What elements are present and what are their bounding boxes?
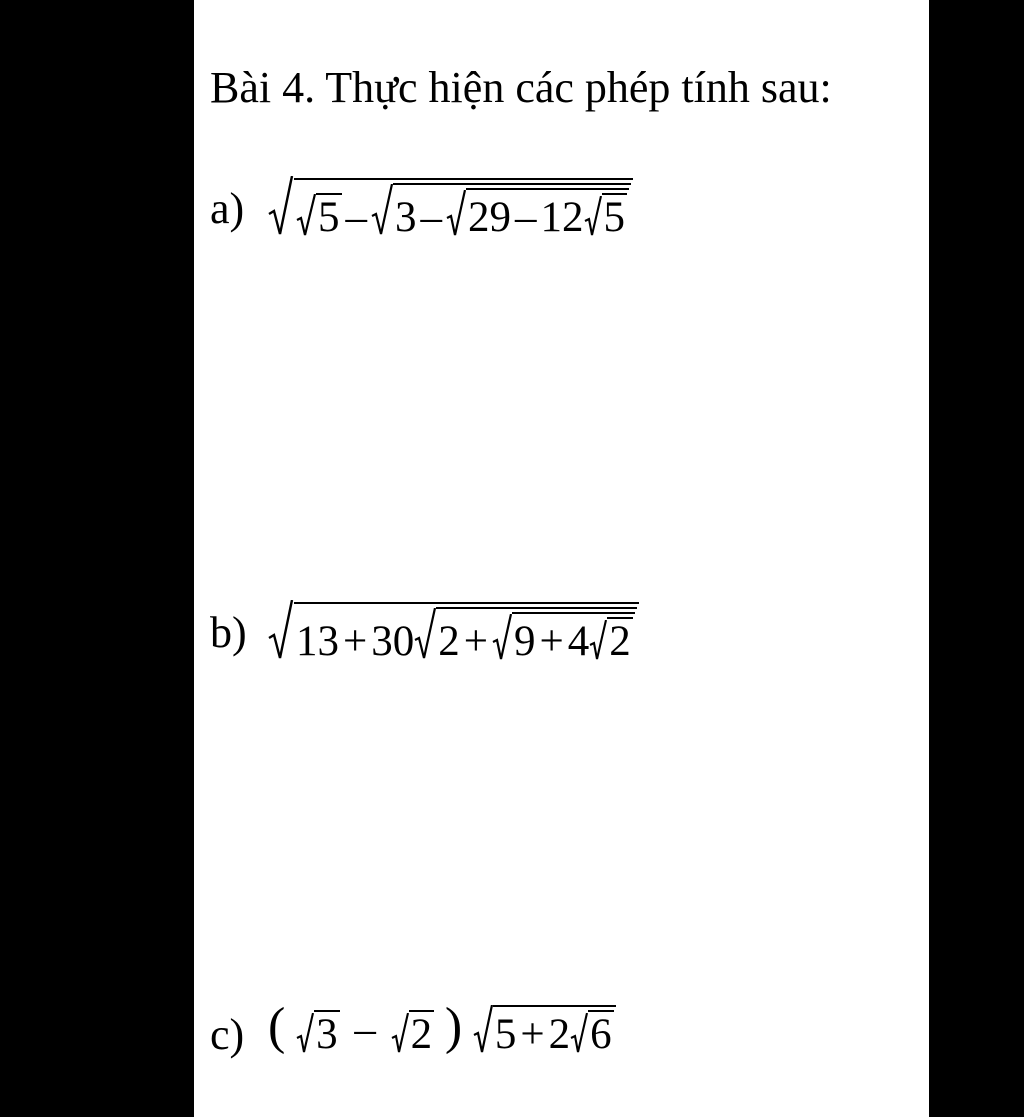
exercise-title: Bài 4. Thực hiện các phép tính sau:	[210, 63, 832, 112]
number: 4	[567, 618, 590, 665]
number: 6	[590, 1011, 612, 1058]
right-parenthesis: )	[444, 998, 463, 1055]
number: 2	[609, 618, 631, 665]
number: 29	[468, 194, 511, 241]
radical-sign	[446, 190, 466, 238]
number: 2	[410, 1011, 433, 1058]
number: 2	[438, 618, 460, 665]
operator: –	[345, 194, 367, 241]
radical-sign	[296, 1013, 314, 1055]
number: 3	[395, 194, 417, 241]
number: 2	[548, 1011, 571, 1058]
number: 5	[603, 194, 625, 241]
expression-a	[268, 176, 633, 241]
radical-sign	[589, 620, 607, 662]
number: 5	[494, 1011, 517, 1058]
number: 5	[318, 194, 340, 241]
radical-sign	[268, 176, 294, 238]
radical-sign	[296, 194, 316, 238]
number: 3	[316, 1011, 338, 1058]
radical-sign	[492, 614, 512, 662]
operator: –	[354, 1006, 376, 1053]
radical-sign	[584, 196, 602, 238]
operator: –	[515, 194, 537, 241]
radical-sign	[473, 1005, 493, 1055]
number: 9	[514, 618, 536, 665]
problem-a-label: a)	[210, 184, 245, 233]
radical-sign	[391, 1013, 409, 1055]
radical	[268, 600, 639, 665]
number: 13	[296, 618, 339, 665]
problem-b-label: b)	[210, 608, 247, 657]
number: 12	[540, 194, 584, 241]
document-page	[194, 0, 929, 1117]
radical-sign	[570, 1013, 588, 1055]
left-parenthesis: (	[268, 998, 286, 1055]
radical-sign	[268, 600, 294, 662]
number: 30	[371, 618, 415, 665]
operator: +	[539, 618, 564, 665]
expression-c	[268, 998, 616, 1058]
operator: +	[520, 1011, 545, 1058]
operator: –	[420, 194, 442, 241]
radical-sign	[414, 608, 436, 662]
radical-sign	[371, 184, 393, 238]
radical	[268, 176, 633, 241]
operator: +	[463, 618, 489, 665]
operator: +	[343, 618, 368, 665]
expression-b	[268, 600, 639, 665]
problem-c-label: c)	[210, 1010, 245, 1059]
